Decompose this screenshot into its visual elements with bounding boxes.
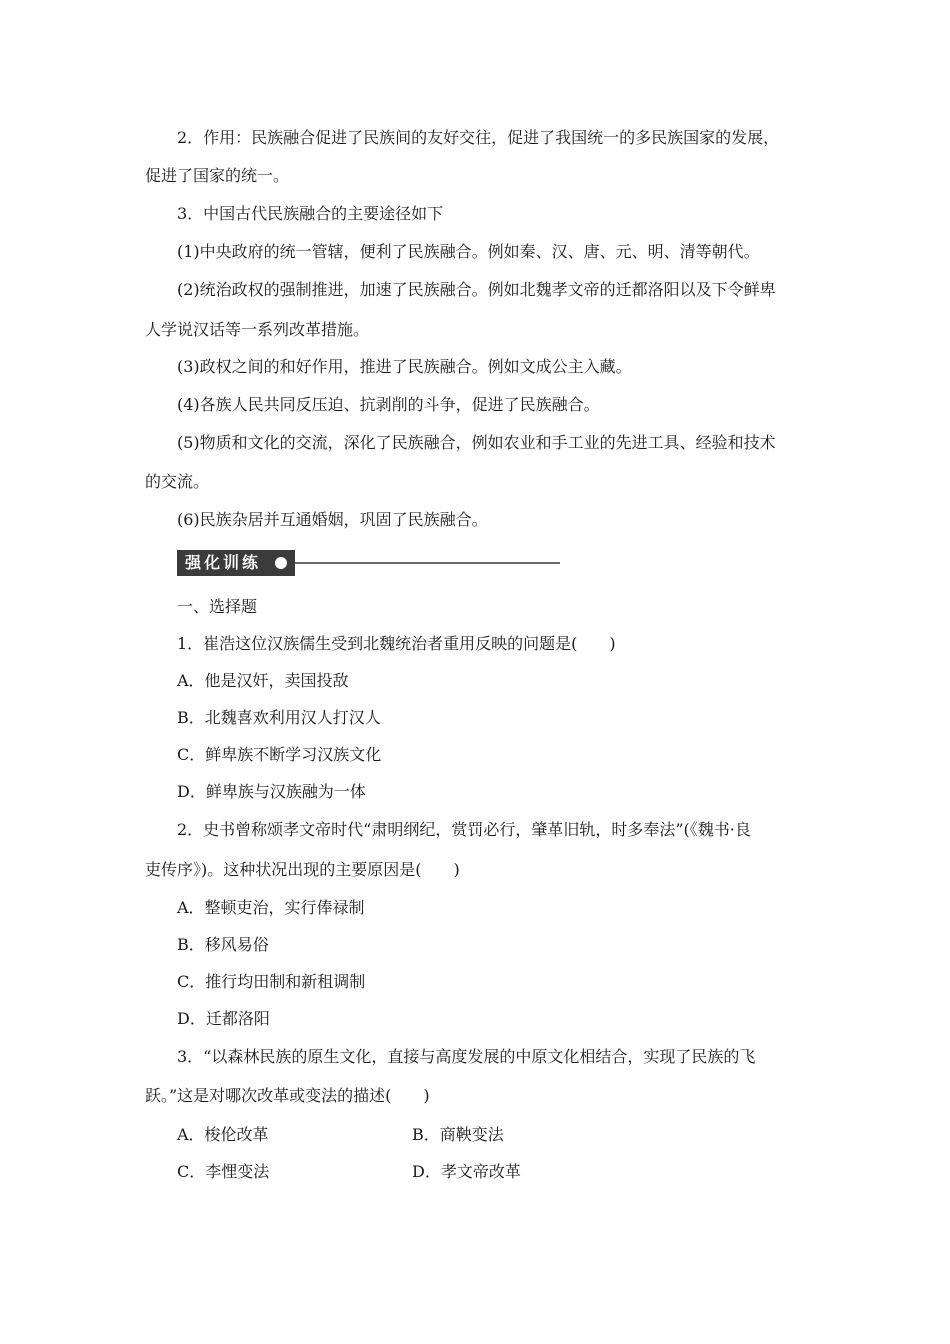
question-3-option-d: D．孝文帝改革 [412, 1162, 521, 1181]
list-item-5-line-2: 的交流。 [145, 472, 210, 491]
question-2-option-b: B．移风易俗 [177, 935, 269, 954]
paragraph-3: 3．中国古代民族融合的主要途径如下 [177, 204, 444, 223]
list-item-1: (1)中央政府的统一管辖，便利了民族融合。例如秦、汉、唐、元、明、清等朝代。 [177, 242, 760, 261]
question-3-stem-line-2: 跃。”这是对哪次改革或变法的描述( ) [145, 1086, 430, 1105]
bullet-dot-icon [275, 557, 287, 569]
question-3-option-a: A．梭伦改革 [177, 1125, 269, 1144]
question-2-option-c: C．推行均田制和新租调制 [177, 972, 366, 991]
question-2-stem-line-2: 吏传序》)。这种状况出现的主要原因是( ) [145, 860, 460, 879]
list-item-5-line-1: (5)物质和文化的交流，深化了民族融合，例如农业和手工业的先进工具、经验和技术 [177, 433, 776, 452]
list-item-6: (6)民族杂居并互通婚姻，巩固了民族融合。 [177, 510, 488, 529]
exercise-heading: 一、选择题 [177, 597, 258, 616]
question-3-stem-line-1: 3．“以森林民族的原生文化，直接与高度发展的中原文化相结合，实现了民族的飞 [177, 1047, 756, 1066]
question-2-stem-line-1: 2．史书曾称颂孝文帝时代“肃明纲纪，赏罚必行，肇革旧轨，时多奉法”(《魏书·良 [177, 820, 751, 839]
question-1-option-a: A．他是汉奸，卖国投敌 [177, 671, 349, 690]
section-banner [177, 550, 562, 576]
paragraph-2-line-1: 2．作用：民族融合促进了民族间的友好交往，促进了我国统一的多民族国家的发展， [177, 128, 780, 147]
list-item-2-line-1: (2)统治政权的强制推进，加速了民族融合。例如北魏孝文帝的迁都洛阳以及下令鲜卑 [177, 280, 776, 299]
question-3-option-b: B．商鞅变法 [412, 1125, 504, 1144]
question-1-option-d: D．鲜卑族与汉族融为一体 [177, 782, 366, 801]
question-3-option-c: C．李悝变法 [177, 1162, 270, 1181]
banner-divider [295, 562, 560, 564]
list-item-3: (3)政权之间的和好作用，推进了民族融合。例如文成公主入藏。 [177, 357, 632, 376]
list-item-4: (4)各族人民共同反压迫、抗剥削的斗争，促进了民族融合。 [177, 395, 600, 414]
question-1-option-b: B．北魏喜欢利用汉人打汉人 [177, 708, 381, 727]
question-2-option-d: D．迁都洛阳 [177, 1009, 270, 1028]
question-1-stem: 1．崔浩这位汉族儒生受到北魏统治者重用反映的问题是( ) [177, 634, 616, 653]
question-1-option-c: C．鲜卑族不断学习汉族文化 [177, 745, 382, 764]
banner-title: 强化训练 [177, 550, 295, 576]
question-2-option-a: A．整顿吏治，实行俸禄制 [177, 898, 365, 917]
list-item-2-line-2: 人学说汉话等一系列改革措施。 [145, 320, 370, 339]
paragraph-2-line-2: 促进了国家的统一。 [145, 166, 290, 185]
